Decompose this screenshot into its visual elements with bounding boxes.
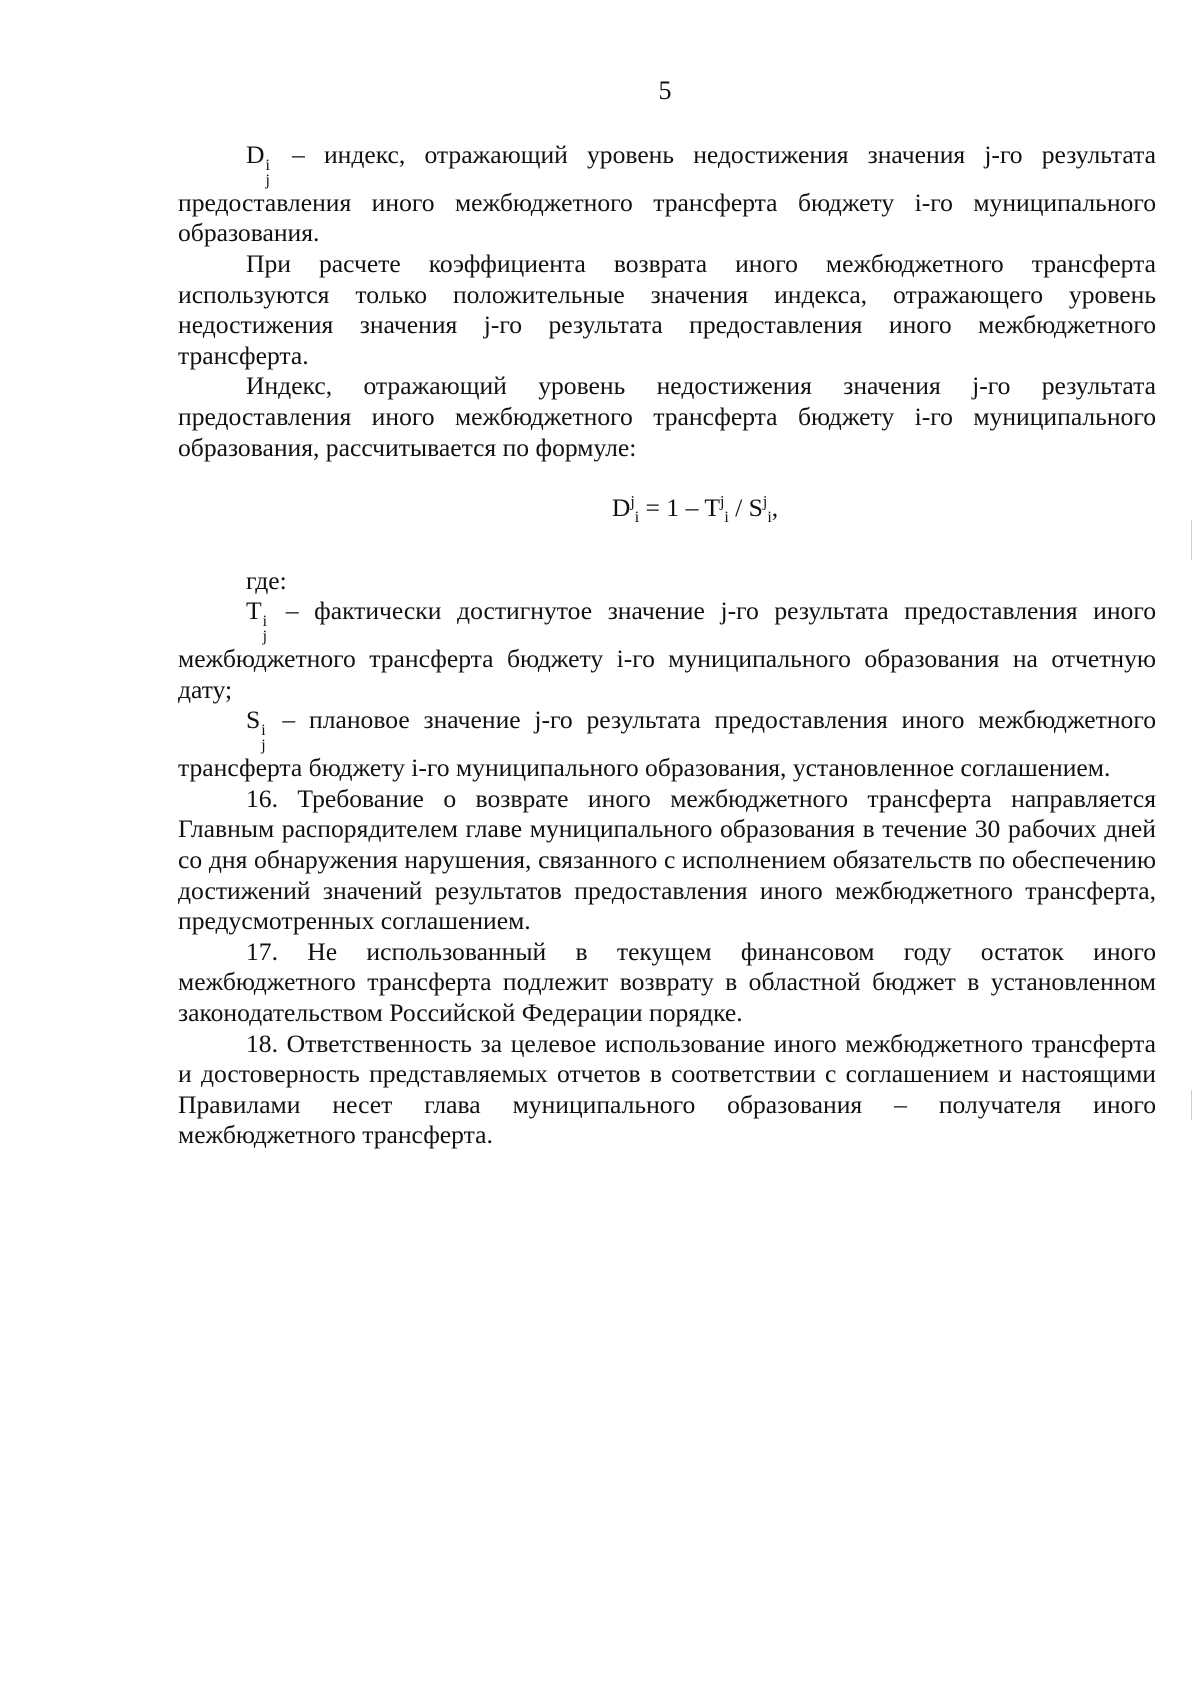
formula-slash: / S — [728, 493, 763, 523]
paragraph-d-index-definition — [178, 140, 1156, 249]
scan-edge-mark — [1191, 1090, 1192, 1120]
scan-edge-mark — [1191, 520, 1192, 560]
formula-t-sub: i — [724, 509, 729, 527]
formula-s-sub: i — [767, 509, 772, 527]
s-definition-text: – плановое значение j-го результата предоставления иного межбюджетного трансферта бюджету i-го муниципального образования, установленное соглашением. — [178, 705, 1156, 783]
t-subscript: j — [262, 628, 268, 646]
d-subscript: j — [265, 171, 270, 189]
symbol-t: T — [246, 596, 262, 626]
formula-d-sup: j — [630, 493, 635, 511]
d-indices — [265, 158, 269, 188]
d-superscript: i — [265, 156, 270, 174]
paragraph-17: 17. Не использованный в текущем финансовом году остаток иного межбюджетного трансферта подлежит возврату в областной бюджет в установленном законодательством Российской Федерации порядке. — [178, 936, 1156, 1027]
paragraph-s-definition — [178, 705, 1156, 783]
paragraph-positive-values: При расчете коэффициента возврата иного межбюджетного трансферта используются только положительные значения индекса, отражающего уровень недостижения значения j-го результата предоставления иного межбюджетного трансферта. — [178, 249, 1156, 370]
where-label: где: — [246, 565, 287, 595]
page-number: 5 — [658, 76, 672, 105]
s-subscript: j — [261, 737, 266, 755]
t-definition-text: – фактически достигнутое значение j-го результата предоставления иного межбюджетного трансферта бюджету i-го муниципального образования на отчетную дату; — [178, 596, 1156, 704]
formula-d: D — [611, 493, 631, 523]
symbol-d: D — [246, 140, 265, 169]
paragraph-16: 16. Требование о возврате иного межбюджетного трансферта направляется Главным распорядителем главе муниципального образования в течение 30 рабочих дней со дня обнаружения нарушения, связанного с исполнением обязательств по обеспечению достижений значений результатов предоставления иного межбюджетного трансферта, предусмотренных соглашением. — [178, 783, 1156, 936]
paragraph-18: 18. Ответственность за целевое использование иного межбюджетного трансферта и достоверность представляемых отчетов в соответствии с соглашением и настоящими Правилами несет глава муниципального образования – получателя иного межбюджетного трансферта. — [178, 1028, 1156, 1150]
formula-end: , — [771, 493, 779, 523]
t-superscript: i — [262, 613, 268, 630]
formula-d-sub: i — [634, 509, 640, 527]
index-formula — [178, 493, 1156, 527]
s-indices — [261, 723, 265, 753]
formula-s-sup: j — [762, 493, 768, 511]
t-indices — [263, 614, 267, 644]
formula-middle: = 1 – T — [639, 493, 720, 523]
document-body — [178, 140, 1156, 1151]
formula-t-sup: j — [719, 493, 725, 511]
s-superscript: i — [261, 722, 266, 739]
d-definition-text: – индекс, отражающий уровень недостижения значения j-го результата предоставления иного межбюджетного трансферта бюджету i-го муниципального образования. — [178, 140, 1156, 248]
symbol-s: S — [246, 705, 261, 735]
paragraph-t-definition — [178, 596, 1156, 705]
paragraph-index-formula-intro: Индекс, отражающий уровень недостижения значения j-го результата предоставления иного межбюджетного трансферта бюджету i-го муниципального образования, рассчитывается по формуле: — [178, 371, 1156, 462]
